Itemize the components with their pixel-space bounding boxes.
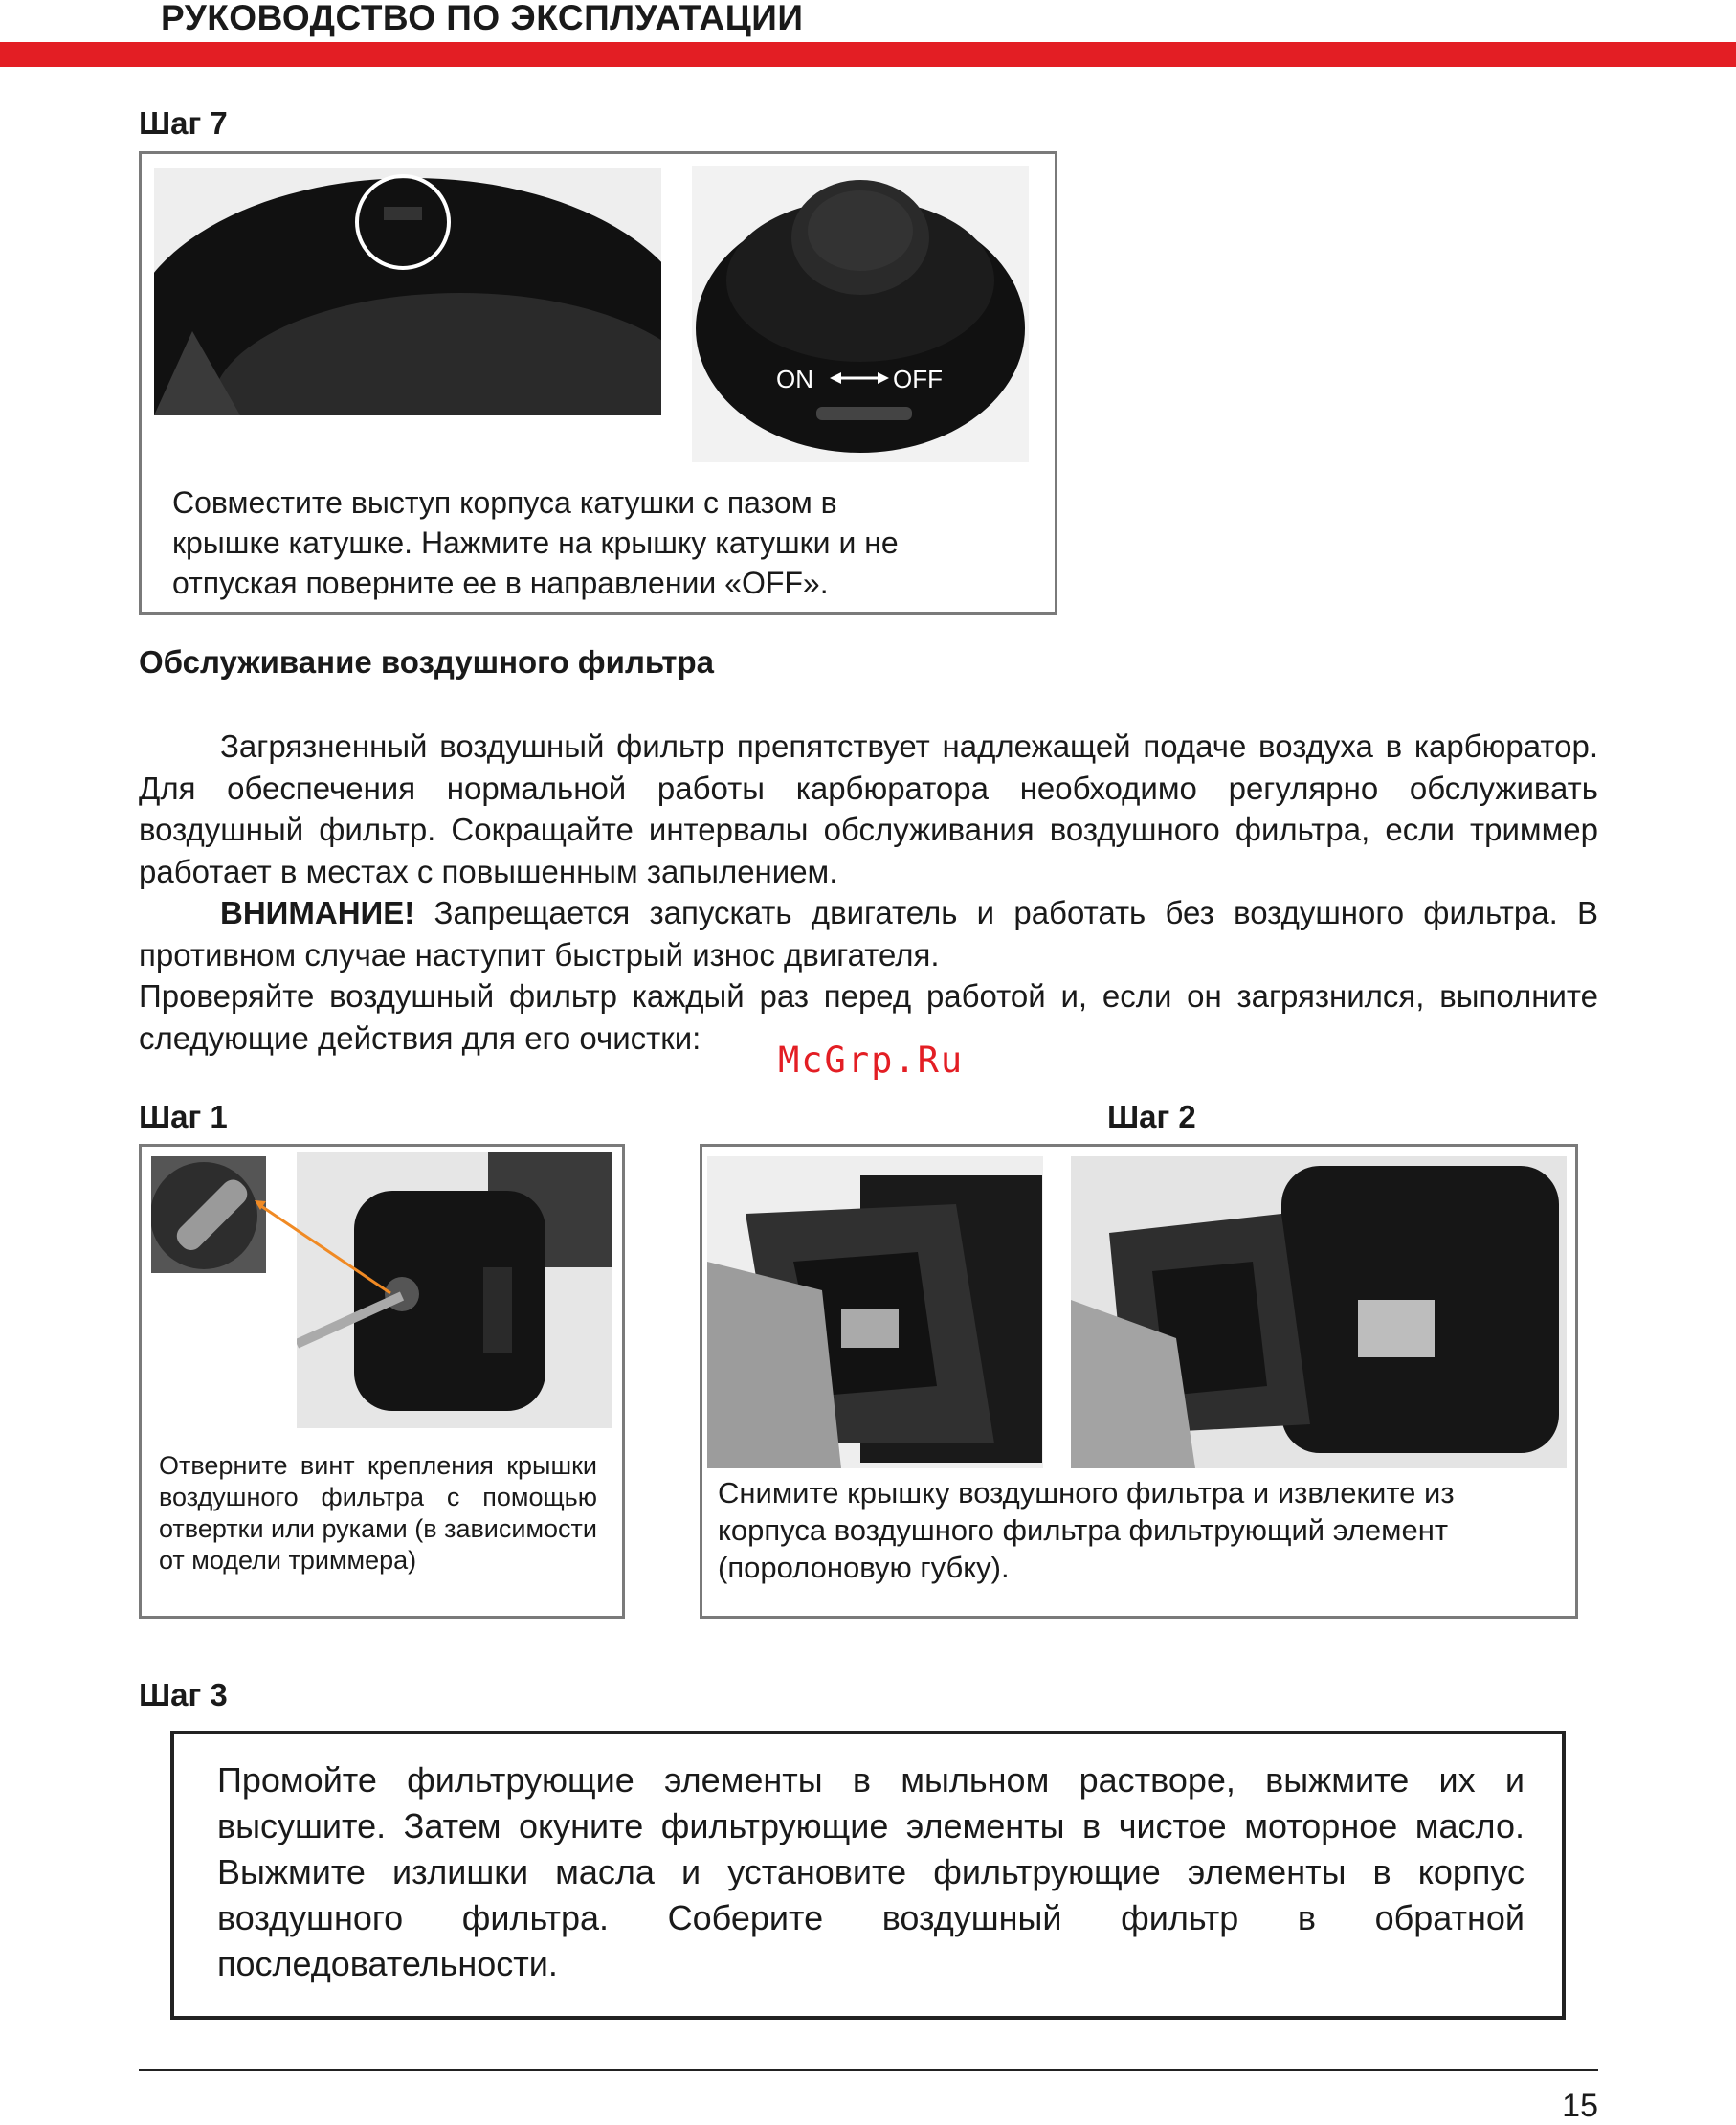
off-label: OFF bbox=[893, 365, 943, 393]
on-label: ON bbox=[776, 365, 813, 393]
step7-label: Шаг 7 bbox=[139, 105, 228, 141]
footer-rule bbox=[139, 2069, 1598, 2071]
step2-caption-line: (поролоновую губку). bbox=[718, 1551, 1010, 1584]
warning-paragraph bbox=[139, 892, 1598, 975]
step2-caption-line: корпуса воздушного фильтра фильтрующий элемент bbox=[718, 1513, 1449, 1547]
step2-caption bbox=[718, 1474, 1569, 1586]
watermark: McGrp.Ru bbox=[778, 1040, 965, 1081]
step1-label: Шаг 1 bbox=[139, 1099, 228, 1134]
step2-photo-open-housing bbox=[1071, 1156, 1567, 1468]
air-filter-body bbox=[139, 726, 1598, 1059]
step7-caption-line: отпуская поверните ее в направлении «OFF». bbox=[172, 566, 829, 600]
remove-sponge-illustration bbox=[707, 1156, 1043, 1468]
step2-photo-remove-sponge bbox=[707, 1156, 1043, 1468]
step2-label: Шаг 2 bbox=[1107, 1099, 1196, 1134]
open-housing-illustration bbox=[1071, 1156, 1567, 1468]
page-header-title: РУКОВОДСТВО ПО ЭКСПЛУАТАЦИИ bbox=[161, 0, 804, 37]
air-filter-paragraph: Загрязненный воздушный фильтр препятствует надлежащей подаче воздуха в карбюратор. Для обеспечения нормальной работы карбюратора необходимо регулярно обслуживать воздушный фильтр. Сокращайте интервалы обслуживания воздушного фильтра, если триммер работает в местах с повышенным запылением. bbox=[139, 728, 1598, 889]
air-filter-title: Обслуживание воздушного фильтра bbox=[139, 644, 714, 680]
step7-caption-line: Совместите выступ корпуса катушки с пазом в bbox=[172, 485, 837, 520]
step3-box bbox=[170, 1731, 1566, 2020]
header-red-bar bbox=[0, 42, 1736, 67]
step2-box bbox=[700, 1144, 1578, 1619]
warning-text: Запрещается запускать двигатель и работать без воздушного фильтра. В противном случае наступит быстрый износ двигателя. bbox=[139, 895, 1598, 973]
step7-photo-spool-side bbox=[154, 168, 661, 415]
step1-caption: Отверните винт крепления крышки воздушного фильтра с помощью отвертки или руками (в зависимости от модели триммера) bbox=[159, 1451, 597, 1575]
step7-caption bbox=[172, 482, 1043, 603]
step3-text: Промойте фильтрующие элементы в мыльном растворе, выжмите их и высушите. Затем окуните фильтрующие элементы в чистое моторное масло. Выжмите излишки масла и установите фильтрующие элементы в корпус воздушного фильтра. Соберите воздушный фильтр в обратной последовательности. bbox=[217, 1760, 1525, 1983]
spool-cap-illustration bbox=[692, 166, 1029, 462]
page-number: 15 bbox=[1562, 2088, 1598, 2124]
step7-caption-line: крышке катушке. Нажмите на крышку катушки и не bbox=[172, 526, 899, 560]
step7-box bbox=[139, 151, 1057, 615]
step7-photo-spool-cap bbox=[692, 166, 1029, 462]
step1-box bbox=[139, 1144, 625, 1619]
check-paragraph: Проверяйте воздушный фильтр каждый раз перед работой и, если он загрязнился, выполните следующие действия для его очистки: bbox=[139, 978, 1598, 1056]
step2-caption-line: Снимите крышку воздушного фильтра и извлеките из bbox=[718, 1476, 1455, 1510]
warning-label: ВНИМАНИЕ! bbox=[220, 895, 415, 930]
step3-label: Шаг 3 bbox=[139, 1677, 228, 1712]
spool-side-illustration bbox=[154, 168, 661, 415]
